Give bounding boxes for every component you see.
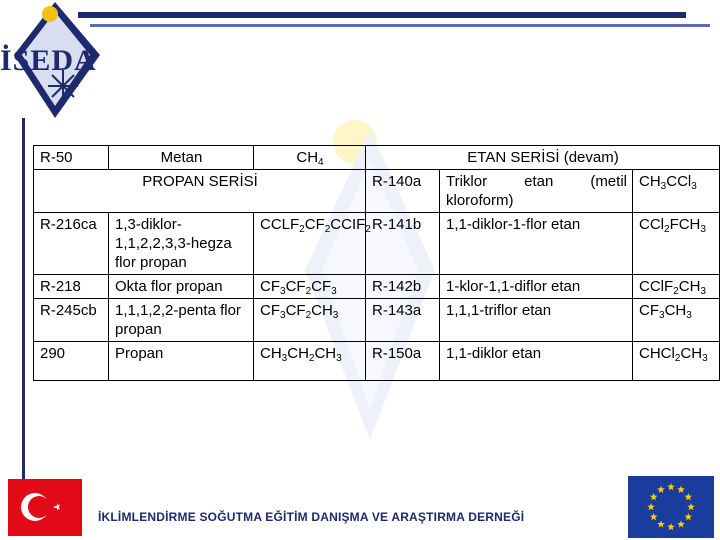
cell-r50: R-50: [34, 146, 109, 170]
logo-text: İSEDA: [0, 44, 97, 77]
cell-formula-propane: [254, 299, 366, 342]
cell-ethane-series: ETAN SERİSİ (devam): [366, 146, 720, 170]
cell-name-propane: Okta flor propan: [109, 275, 254, 299]
cell-formula-ethane: [633, 213, 720, 275]
table-row: [34, 342, 720, 381]
cell-code-ethane: R-150a: [366, 342, 440, 381]
cell-code-propane: R-245cb: [34, 299, 109, 342]
formula: $CHCl_2CH_3$: [639, 345, 708, 364]
cell-name-ethane: Triklor etan (metil kloroform): [440, 170, 633, 213]
cell-formula-propane: [254, 342, 366, 381]
cell-name-propane: 1,3-diklor-1,1,2,2,3,3-hegza flor propan: [109, 213, 254, 275]
formula: $CF_3CF_2CH_3$: [260, 302, 339, 321]
formula: $CH_3CH_2CH_3$: [260, 345, 342, 364]
iseda-logo: [0, 0, 115, 120]
cell-formula-ethane: [633, 299, 720, 342]
formula: $CH_3CCl_3$: [639, 173, 697, 192]
header-bar-thin: [90, 24, 710, 27]
table-row: [34, 213, 720, 275]
table-row: [34, 299, 720, 342]
cell-name-ethane: 1,1,1-triflor etan: [440, 299, 633, 342]
cell-code-ethane: R-141b: [366, 213, 440, 275]
formula: $CClF_2CH_3$: [639, 278, 706, 297]
cell-name-propane: 1,1,1,2,2-penta flor propan: [109, 299, 254, 342]
cell-code-propane: 290: [34, 342, 109, 381]
formula: $CCl_2FCH_3$: [639, 216, 706, 235]
cell-formula-ethane: [633, 342, 720, 381]
side-bar: [22, 118, 25, 518]
cell-code-propane: R-216ca: [34, 213, 109, 275]
eu-flag-icon: [628, 476, 714, 538]
cell-metan: Metan: [109, 146, 254, 170]
cell-name-ethane: 1,1-diklor etan: [440, 342, 633, 381]
cell-name-ethane: 1-klor-1,1-diflor etan: [440, 275, 633, 299]
refrigerant-table: [33, 145, 720, 381]
cell-code-ethane: R-140a: [366, 170, 440, 213]
cell-formula-ethane: [633, 170, 720, 213]
cell-formula-propane: [254, 275, 366, 299]
table-row: [34, 275, 720, 299]
cell-code-ethane: R-142b: [366, 275, 440, 299]
cell-name-ethane: 1,1-diklor-1-flor etan: [440, 213, 633, 275]
footer-text: İKLİMLENDİRME SOĞUTMA EĞİTİM DANIŞMA VE ARAŞTIRMA DERNEĞİ: [98, 510, 525, 524]
table-row-header-top: [34, 146, 720, 170]
turkey-flag-icon: [8, 479, 82, 536]
formula: $CH_4$: [296, 149, 324, 168]
formula: $CCLF_2CF_2CCIF_2$: [260, 216, 371, 235]
cell-code-propane: R-218: [34, 275, 109, 299]
header-bar: [78, 12, 686, 18]
formula: $CF_3CH_3$: [639, 302, 692, 321]
table-row-propane-header: [34, 170, 720, 213]
formula: $CF_3CF_2CF_3$: [260, 278, 337, 297]
cell-formula-ethane: [633, 275, 720, 299]
cell-propane-series: PROPAN SERİSİ: [34, 170, 366, 213]
cell-ch4: [254, 146, 366, 170]
cell-formula-propane: [254, 213, 371, 275]
cell-name-propane: Propan: [109, 342, 254, 381]
cell-code-ethane: R-143a: [366, 299, 440, 342]
